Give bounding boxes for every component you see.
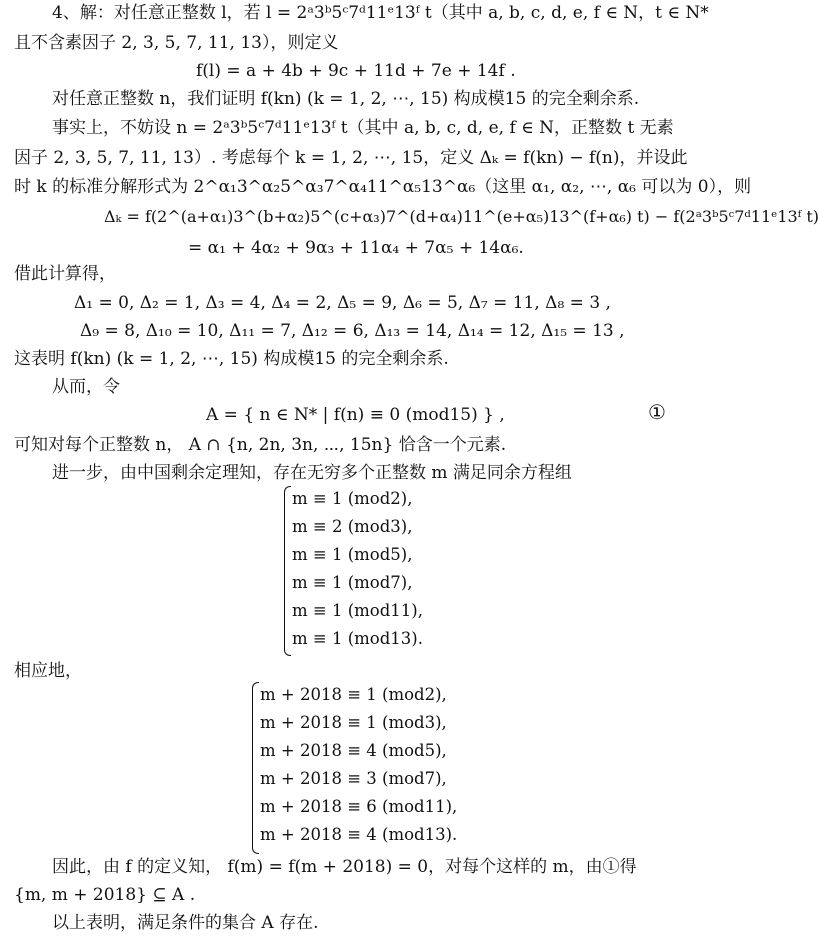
intersection-line: 可知对每个正整数 n， A ∩ {n, 2n, 3n, ⋯, 15n} 恰含一个元素. (14, 435, 507, 455)
delta-formula-2: = α₁ + 4α₂ + 9α₃ + 11α₄ + 7α₅ + 14α₆. (188, 238, 524, 258)
proof-line-2: 因子 2, 3, 5, 7, 11, 13）. 考虑每个 k = 1, 2, ⋯, 15，定义 Δₖ = f(kn) − f(n)，并设此 (14, 148, 688, 168)
therefore-line: 因此，由 f 的定义知， f(m) = f(m + 2018) = 0，对每个这样的 m，由①得 (52, 857, 637, 877)
system-2-row: m + 2018 ≡ 1 (mod3), (260, 713, 447, 732)
system-1-row: m ≡ 2 (mod3), (292, 517, 413, 536)
system-2-row: m + 2018 ≡ 1 (mod2), (260, 685, 447, 704)
conclusion-line-1: 这表明 f(kn) (k = 1, 2, ⋯, 15) 构成模15 的完全剩余系. (14, 349, 449, 369)
system-2-row: m + 2018 ≡ 4 (mod5), (260, 741, 447, 760)
delta-formula-1: Δₖ = f(2^(a+α₁)3^(b+α₂)5^(c+α₃)7^(d+α₄)11^(e+α₅)13^(f+α₆) t) − f(2ᵃ3ᵇ5ᶜ7ᵈ11ᵉ13ᶠ t) (104, 207, 819, 226)
system-1-row: m ≡ 1 (mod5), (292, 545, 413, 564)
system-2-row: m + 2018 ≡ 4 (mod13). (260, 825, 458, 844)
delta-values-row-2: Δ₉ = 8, Δ₁₀ = 10, Δ₁₁ = 7, Δ₁₂ = 6, Δ₁₃ = 14, Δ₁₄ = 12, Δ₁₅ = 13 , (80, 321, 625, 341)
solution-line-2: 且不含素因子 2, 3, 5, 7, 11, 13），则定义 (14, 33, 339, 53)
system-2-brace (252, 682, 259, 854)
compute-intro: 借此计算得， (14, 264, 116, 284)
system-1-row: m ≡ 1 (mod7), (292, 573, 413, 592)
crt-line: 进一步，由中国剩余定理知，存在无穷多个正整数 m 满足同余方程组 (52, 463, 572, 483)
delta-values-row-1: Δ₁ = 0, Δ₂ = 1, Δ₃ = 4, Δ₄ = 2, Δ₅ = 9, Δ₆ = 5, Δ₇ = 11, Δ₈ = 3 , (74, 293, 611, 313)
system-1-row: m ≡ 1 (mod2), (292, 489, 413, 508)
system-2-row: m + 2018 ≡ 3 (mod7), (260, 769, 447, 788)
equation-number-1: ① (648, 400, 666, 424)
set-a-definition: A = { n ∈ N* | f(n) ≡ 0 (mod15) } , (206, 405, 505, 425)
proof-line-1: 事实上，不妨设 n = 2ᵃ3ᵇ5ᶜ7ᵈ11ᵉ13ᶠ t（其中 a, b, c, d, e, f ∈ N，正整数 t 无素 (52, 118, 674, 138)
claim-line: 对任意正整数 n，我们证明 f(kn) (k = 1, 2, ⋯, 15) 构成模15 的完全剩余系. (52, 89, 640, 109)
system-1-brace (284, 486, 291, 656)
definition-formula: f(l) = a + 4b + 9c + 11d + 7e + 14f . (196, 61, 516, 81)
subset-line: {m, m + 2018} ⊆ A . (14, 885, 196, 905)
system-1-row: m ≡ 1 (mod11), (292, 601, 423, 620)
let-line: 从而，令 (52, 377, 120, 397)
proof-line-3: 时 k 的标准分解形式为 2^α₁3^α₂5^α₃7^α₄11^α₅13^α₆（这里 α₁, α₂, ⋯, α₆ 可以为 0），则 (14, 177, 752, 197)
solution-intro-line: 4、解：对任意正整数 l，若 l = 2ᵃ3ᵇ5ᶜ7ᵈ11ᵉ13ᶠ t（其中 a, b, c, d, e, f ∈ N，t ∈ N* (52, 3, 709, 23)
system-1-row: m ≡ 1 (mod13). (292, 629, 423, 648)
final-conclusion: 以上表明，满足条件的集合 A 存在. (52, 913, 319, 933)
system-2-row: m + 2018 ≡ 6 (mod11), (260, 797, 458, 816)
correspondingly-line: 相应地， (14, 661, 82, 681)
